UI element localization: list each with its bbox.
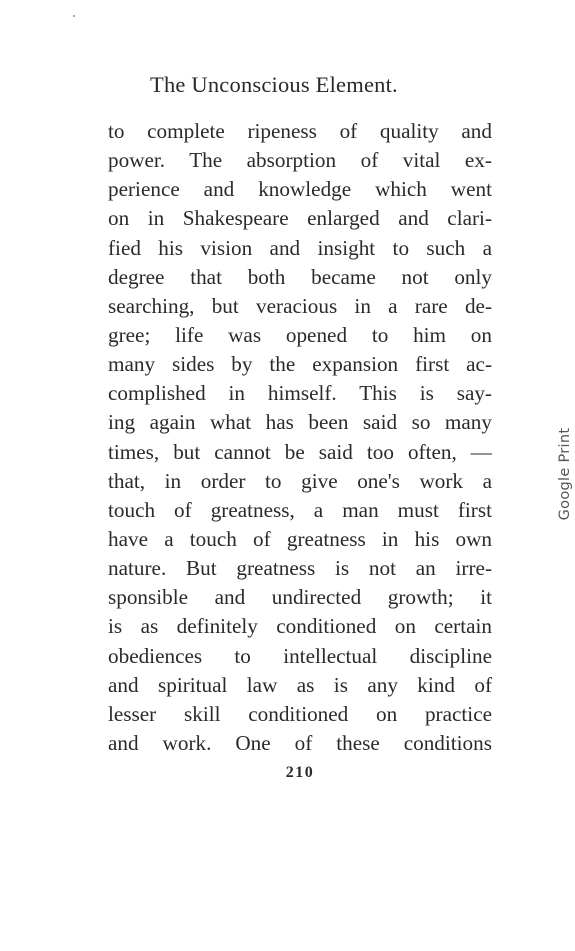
running-head: The Unconscious Element. (150, 72, 398, 97)
text-line: fied his vision and insight to such a (108, 235, 492, 260)
text-line: perience and knowledge which went (108, 177, 492, 202)
watermark (554, 424, 575, 524)
text-line: sponsible and undirected growth; it (108, 585, 492, 610)
text-line: many sides by the expansion first ac- (108, 352, 492, 377)
text-line: touch of greatness, a man must first (108, 497, 492, 522)
page-number: 210 (285, 764, 315, 781)
watermark-text: Google Print (557, 427, 573, 521)
text-line: complished in himself. This is say- (108, 381, 492, 406)
text-line: lesser skill conditioned on practice (108, 701, 492, 726)
text-line: ing again what has been said so many (108, 410, 492, 435)
text-line: on in Shakespeare enlarged and clari- (108, 206, 492, 231)
text-line: times, but cannot be said too often, — (108, 439, 492, 464)
text-line: degree that both became not only (108, 264, 492, 289)
text-line: gree; life was opened to him on (108, 322, 492, 347)
text-line: and work. One of these conditions (108, 730, 492, 755)
text-line: have a touch of greatness in his own (108, 526, 492, 551)
text-line: to complete ripeness of quality and (108, 119, 492, 143)
text-line: nature. But greatness is not an irre- (108, 556, 492, 581)
text-line: is as definitely conditioned on certain (108, 614, 492, 639)
body-text (108, 117, 492, 758)
text-line: that, in order to give one's work a (108, 468, 492, 493)
text-line: obediences to intellectual discipline (108, 643, 492, 668)
scan-speck (73, 15, 75, 17)
text-line: power. The absorption of vital ex- (108, 148, 492, 173)
text-line: searching, but veracious in a rare de- (108, 293, 492, 318)
text-line: and spiritual law as is any kind of (108, 672, 492, 697)
